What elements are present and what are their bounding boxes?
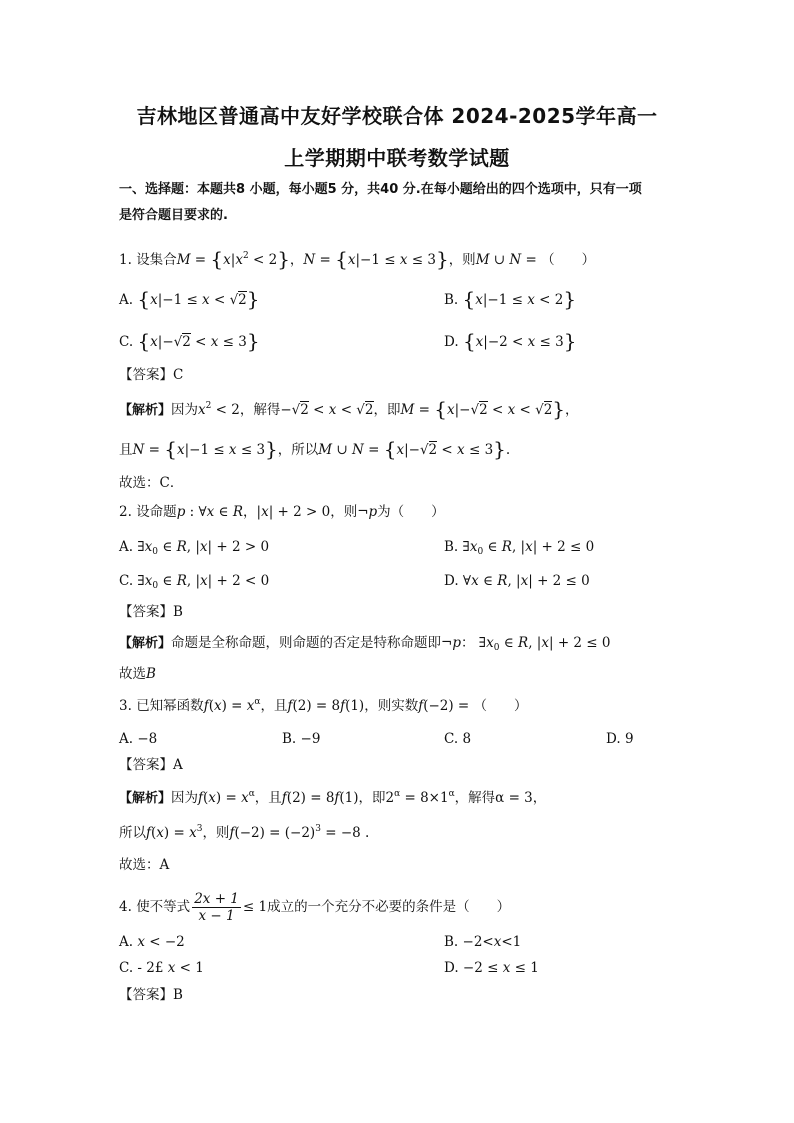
question-1-stem: 1. 设集合$M = \{x|x^2 < 2\}$，N = {x|−1 ≤ x ≤ 3}，则M ∪ N = （ ） (119, 247, 596, 271)
fraction: $\frac{2x + 1}{x - 1}$ (194, 891, 239, 924)
question-2-option-b[interactable]: B. $\exists x_0$ ∈ R, |x| + 2 ≤ 0 (444, 539, 595, 557)
question-1-option-d[interactable]: D. {x|−2 < x ≤ 3} (444, 329, 577, 353)
question-1-analysis-line2: 且N = {x|−1 ≤ x ≤ 3}，所以M ∪ N = {x|−√2 < x ≤ 3}. (119, 437, 511, 461)
question-3-analysis-line2: 所以$f(x) = x^3$，则$f(-2) = (-2)^3 = -8$ . (119, 824, 370, 841)
question-1-answer: 【答案】C (119, 367, 184, 383)
question-3-answer: 【答案】A (119, 757, 183, 773)
question-1-conclusion: 故选：C． (119, 475, 184, 491)
question-3-conclusion: 故选：A (119, 857, 170, 873)
question-2-option-d[interactable]: D. ∀x ∈ R, |x| + 2 ≤ 0 (444, 573, 590, 589)
question-1-analysis-line1: 【解析】因为$x^2 < 2$，解得−√2 < x < √2，即M = {x|−√2 < x < √2}， (119, 397, 579, 421)
question-4-option-b[interactable]: B. −2<x<1 (444, 934, 522, 950)
question-1-option-a[interactable]: A. {x|−1 ≤ x < √2} (119, 287, 260, 311)
question-2-analysis: 【解析】命题是全称命题，则命题的否定是特称命题即¬p： $\exists x_0$ ∈ R, |x| + 2 ≤ 0 (119, 635, 611, 653)
exam-title-line1: 吉林地区普通高中友好学校联合体 2024-2025学年高一 (136, 104, 658, 128)
question-4-answer: 【答案】B (119, 987, 183, 1003)
question-2-option-c[interactable]: C. $\exists x_0$ ∈ R, |x| + 2 < 0 (119, 573, 270, 591)
question-3-analysis-line1: 【解析】因为$f(x) = x^\alpha$，且f(2) = 8f(1)，即$2^\alpha = 8\times 1^\alpha$，解得α = 3， (119, 789, 547, 806)
exam-title-line2: 上学期期中联考数学试题 (284, 146, 510, 170)
question-3-option-c[interactable]: C. 8 (444, 731, 472, 747)
question-2-conclusion: 故选B (119, 666, 156, 682)
question-4-stem: 4. 使不等式 $\frac{2x + 1}{x - 1}$ ≤ 1成立的一个充分不必要的条件是（ ） (119, 891, 511, 924)
question-2-stem: 2. 设命题p : ∀x ∈ R，|x| + 2 > 0，则¬p为（ ） (119, 504, 445, 520)
question-1-option-c[interactable]: C. {x|−√2 < x ≤ 3} (119, 329, 260, 353)
question-4-option-c[interactable]: C. - 2£ x < 1 (119, 960, 204, 976)
question-2-option-a[interactable]: A. $\exists x_0$ ∈ R, |x| + 2 > 0 (119, 539, 270, 557)
section-instructions-line1: 一、选择题：本题共8 小题，每小题5 分，共40 分.在每小题给出的四个选项中，只有一项 (119, 182, 642, 197)
question-1-option-b[interactable]: B. {x|−1 ≤ x < 2} (444, 287, 577, 311)
question-3-option-d[interactable]: D. 9 (606, 731, 634, 747)
question-2-answer: 【答案】B (119, 604, 183, 620)
section-instructions-line2: 是符合题目要求的. (119, 208, 228, 223)
question-3-option-b[interactable]: B. −9 (282, 731, 321, 747)
question-3-option-a[interactable]: A. −8 (119, 731, 158, 747)
question-3-stem: 3. 已知幂函数$f(x) = x^\alpha$，且f(2) = 8f(1)，则实数f(−2) = （ ） (119, 697, 528, 714)
question-4-option-d[interactable]: D. −2 ≤ x ≤ 1 (444, 960, 539, 976)
question-4-option-a[interactable]: A. x < −2 (119, 934, 185, 950)
